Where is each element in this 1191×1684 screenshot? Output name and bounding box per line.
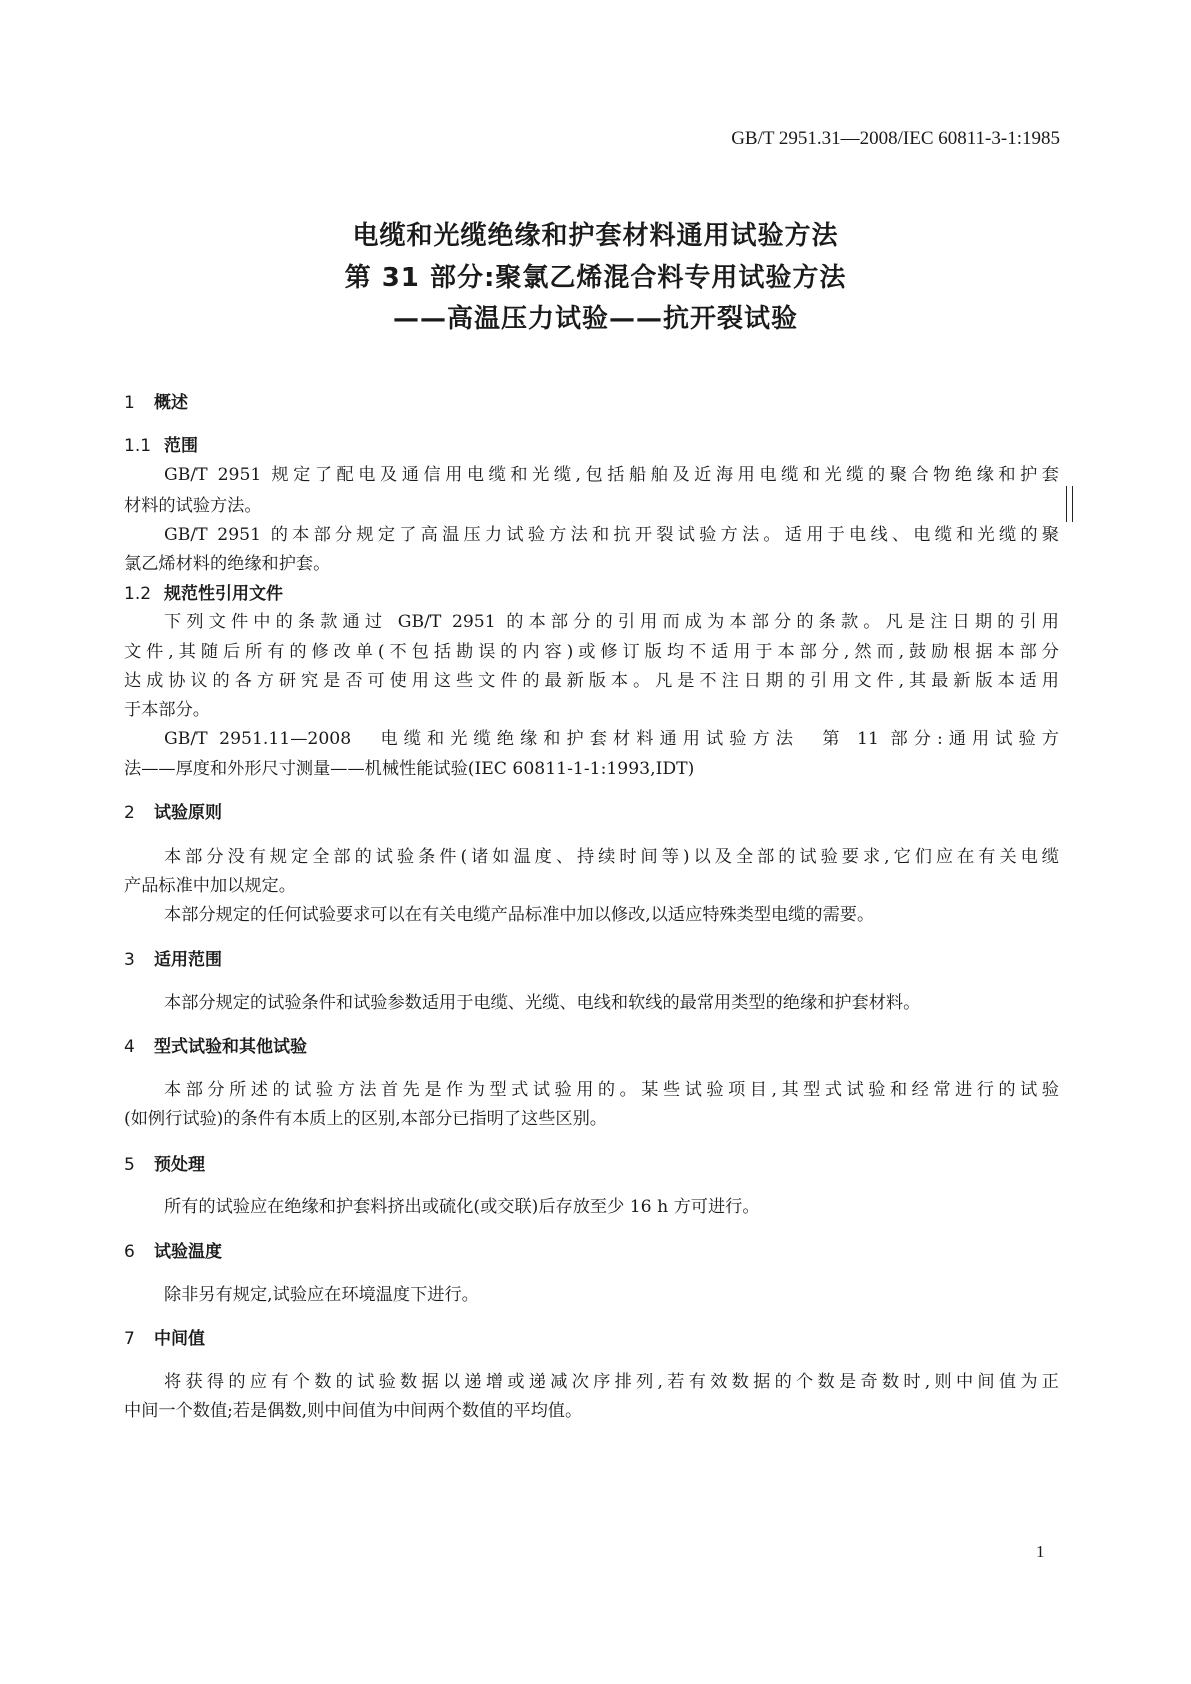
section-title: 试验原则: [154, 803, 222, 823]
normative-refs-paragraph-line-4: 于本部分。: [124, 700, 210, 720]
section-1-1-heading: [124, 431, 198, 456]
scope-paragraph-2-line-1: GB/T 2951 的本部分规定了高温压力试验方法和抗开裂试验方法。适用于电线、电缆和光缆的聚: [164, 525, 1059, 545]
median-paragraph-line-1: 将获得的应有个数的试验数据以递增或递减次序排列,若有效数据的个数是奇数时,则中间值为正: [164, 1372, 1059, 1392]
document-title-line-2: 第 31 部分:聚氯乙烯混合料专用试验方法: [344, 263, 847, 293]
section-number: 2: [124, 803, 135, 823]
preconditioning-paragraph: 所有的试验应在绝缘和护套料挤出或硫化(或交联)后存放至少 16 h 方可进行。: [164, 1197, 760, 1217]
type-test-paragraph-line-2: (如例行试验)的条件有本质上的区别,本部分已指明了这些区别。: [124, 1109, 607, 1129]
document-title-line-3: ——高温压力试验——抗开裂试验: [392, 304, 798, 334]
section-title: 规范性引用文件: [164, 584, 283, 604]
principle-paragraph-2: 本部分规定的任何试验要求可以在有关电缆产品标准中加以修改,以适应特殊类型电缆的需要。: [164, 905, 875, 925]
scope-paragraph-1-line-1: GB/T 2951 规定了配电及通信用电缆和光缆,包括船舶及近海用电缆和光缆的聚合物绝缘和护套: [164, 465, 1059, 485]
section-2-heading: [124, 798, 222, 823]
scope-paragraph-2-line-2: 氯乙烯材料的绝缘和护套。: [124, 554, 331, 574]
section-title: 型式试验和其他试验: [154, 1037, 307, 1057]
principle-paragraph-1-line-2: 产品标准中加以规定。: [124, 876, 296, 896]
reference-entry-line-1: GB/T 2951.11—2008 电缆和光缆绝缘和护套材料通用试验方法 第 11 部分:通用试验方: [164, 729, 1059, 749]
normative-refs-paragraph-line-2: 文件,其随后所有的修改单(不包括勘误的内容)或修订版均不适用于本部分,然而,鼓励根据本部分: [124, 642, 1059, 662]
scope-paragraph-1-line-2: 材料的试验方法。: [124, 496, 262, 516]
section-number: 6: [124, 1242, 135, 1262]
document-title-line-1: 电缆和光缆绝缘和护套材料通用试验方法: [352, 221, 839, 251]
revision-mark: [1066, 486, 1073, 522]
standard-code: GB/T 2951.31—2008/IEC 60811-3-1:1985: [731, 128, 1060, 149]
section-title: 中间值: [154, 1329, 205, 1349]
section-title: 范围: [164, 436, 198, 456]
test-temperature-paragraph: 除非另有规定,试验应在环境温度下进行。: [164, 1285, 479, 1305]
section-title: 概述: [154, 393, 188, 413]
section-3-heading: [124, 945, 222, 970]
section-number: 1: [124, 393, 135, 413]
normative-refs-paragraph-line-1: 下列文件中的条款通过 GB/T 2951 的本部分的引用而成为本部分的条款。凡是注日期的引用: [164, 612, 1059, 632]
reference-entry-line-2: 法——厚度和外形尺寸测量——机械性能试验(IEC 60811-1-1:1993,IDT): [124, 759, 695, 779]
section-number: 1.1: [124, 436, 152, 456]
section-4-heading: [124, 1032, 307, 1057]
section-1-2-heading: [124, 579, 283, 604]
section-1-heading: [124, 388, 188, 413]
section-title: 试验温度: [154, 1242, 222, 1262]
page-number: 1: [1036, 1542, 1045, 1561]
section-number: 1.2: [124, 584, 152, 604]
applicability-paragraph: 本部分规定的试验条件和试验参数适用于电缆、光缆、电线和软线的最常用类型的绝缘和护套材料。: [164, 993, 921, 1013]
section-number: 4: [124, 1037, 135, 1057]
normative-refs-paragraph-line-3: 达成协议的各方研究是否可使用这些文件的最新版本。凡是不注日期的引用文件,其最新版本适用: [124, 671, 1059, 691]
section-6-heading: [124, 1237, 222, 1262]
median-paragraph-line-2: 中间一个数值;若是偶数,则中间值为中间两个数值的平均值。: [124, 1401, 583, 1421]
section-number: 3: [124, 950, 135, 970]
section-title: 预处理: [154, 1155, 205, 1175]
section-7-heading: [124, 1324, 205, 1349]
principle-paragraph-1-line-1: 本部分没有规定全部的试验条件(诸如温度、持续时间等)以及全部的试验要求,它们应在有关电缆: [164, 847, 1059, 867]
section-title: 适用范围: [154, 950, 222, 970]
type-test-paragraph-line-1: 本部分所述的试验方法首先是作为型式试验用的。某些试验项目,其型式试验和经常进行的试验: [164, 1080, 1059, 1100]
section-number: 5: [124, 1155, 135, 1175]
section-5-heading: [124, 1150, 205, 1175]
section-number: 7: [124, 1329, 135, 1349]
